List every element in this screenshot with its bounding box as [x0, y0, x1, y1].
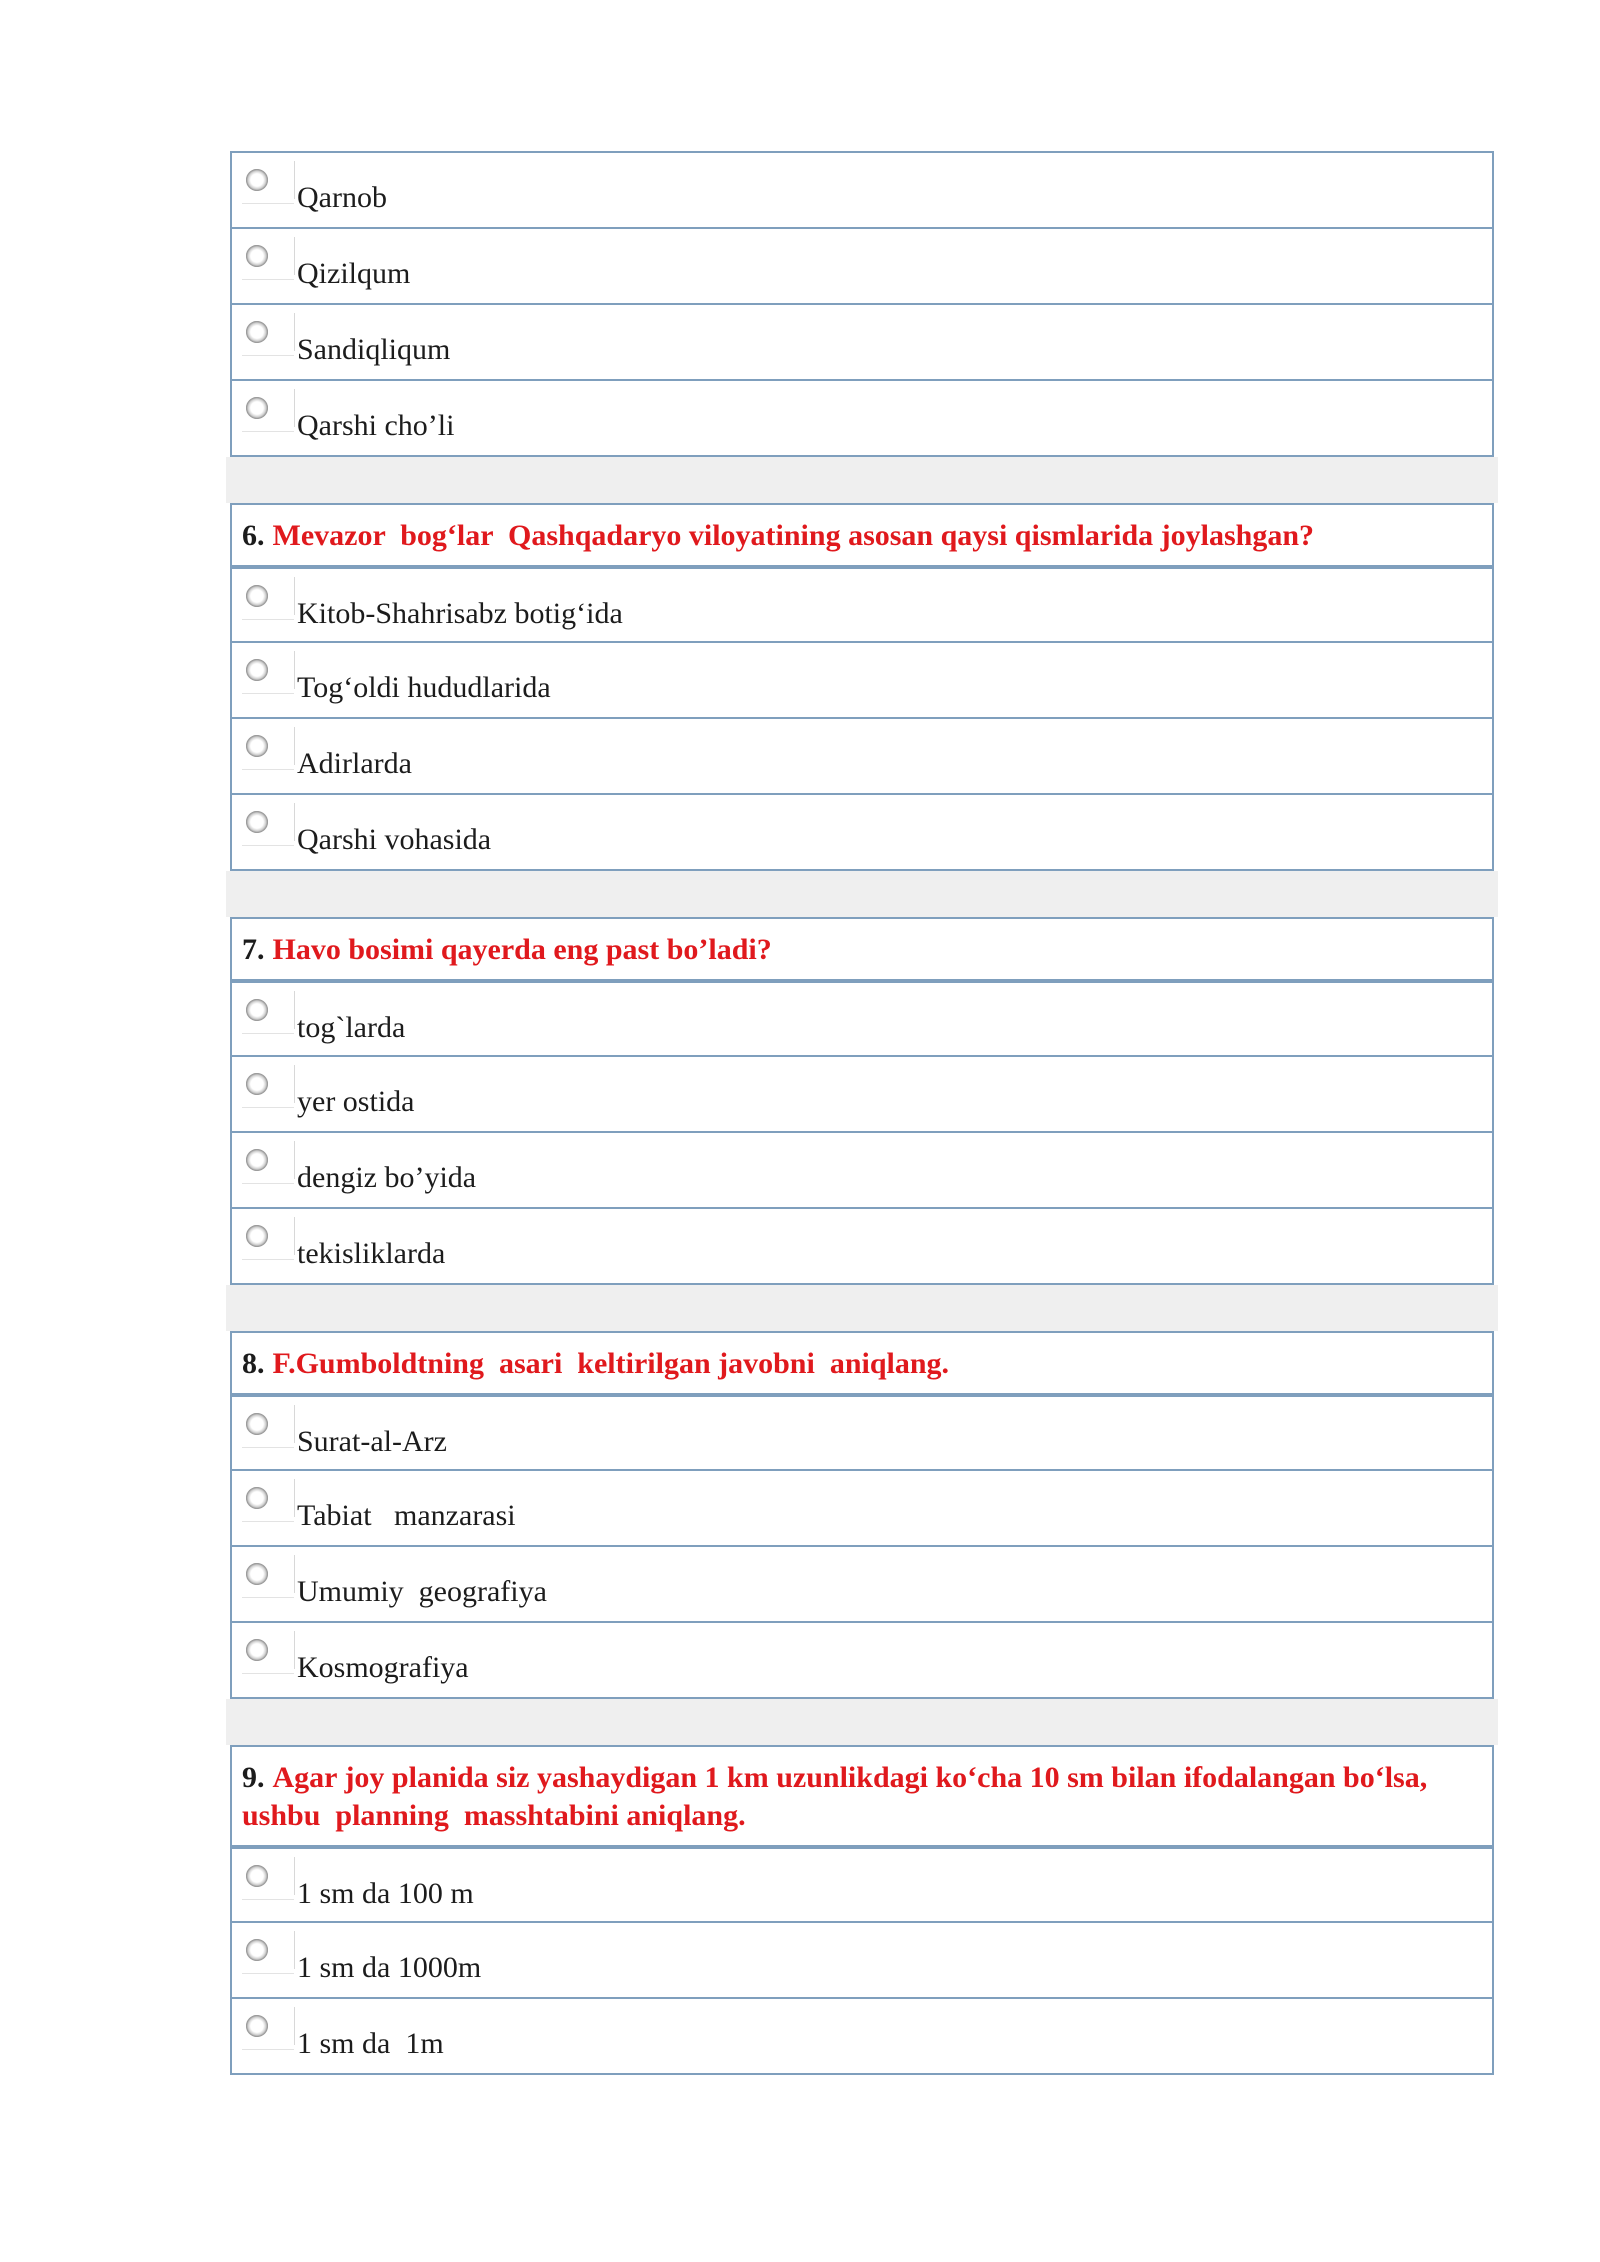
- quiz-list: [230, 151, 1494, 2075]
- option-row[interactable]: [232, 303, 1492, 379]
- radio-button[interactable]: [246, 811, 268, 833]
- question-number: 7.: [242, 933, 265, 966]
- option-label: Qarshi cho’li: [297, 409, 455, 442]
- option-label: Qizilqum: [297, 257, 411, 290]
- radio-button[interactable]: [246, 1639, 268, 1661]
- radio-button[interactable]: [246, 245, 268, 267]
- question-text: Havo bosimi qayerda eng past bo’ladi?: [272, 933, 772, 966]
- option-row[interactable]: [232, 1997, 1492, 2073]
- option-row[interactable]: [232, 1131, 1492, 1207]
- option-row[interactable]: [232, 1921, 1492, 1997]
- divider: [242, 1597, 294, 1598]
- divider: [242, 1973, 294, 1974]
- option-row[interactable]: [232, 567, 1492, 641]
- divider: [294, 389, 295, 427]
- option-label: dengiz bo’yida: [297, 1161, 477, 1194]
- divider: [242, 1447, 294, 1448]
- question-text: F.Gumboldtning asari keltirilgan javobni aniqlang.: [272, 1347, 950, 1380]
- option-label: Tog‘oldi hududlarida: [297, 671, 551, 704]
- divider: [242, 769, 294, 770]
- divider: [242, 1033, 294, 1034]
- radio-button[interactable]: [246, 585, 268, 607]
- divider: [242, 845, 294, 846]
- divider: [294, 1857, 295, 1895]
- divider: [242, 279, 294, 280]
- divider: [294, 2007, 295, 2045]
- question-7-block: [230, 917, 1494, 1285]
- divider: [242, 1899, 294, 1900]
- option-label: Kosmografiya: [297, 1651, 469, 1684]
- divider: [294, 651, 295, 689]
- radio-button[interactable]: [246, 1563, 268, 1585]
- option-label: Kitob-Shahrisabz botig‘ida: [297, 597, 623, 630]
- option-label: Sandiqliqum: [297, 333, 451, 366]
- question-8-block: [230, 1331, 1494, 1699]
- radio-button[interactable]: [246, 999, 268, 1021]
- option-row[interactable]: [232, 1207, 1492, 1283]
- divider: [294, 237, 295, 275]
- radio-button[interactable]: [246, 1413, 268, 1435]
- option-label: tog`larda: [297, 1011, 406, 1044]
- option-row[interactable]: [232, 717, 1492, 793]
- option-row[interactable]: [232, 641, 1492, 717]
- divider: [294, 577, 295, 615]
- divider: [294, 1555, 295, 1593]
- divider: [294, 727, 295, 765]
- radio-button[interactable]: [246, 1487, 268, 1509]
- divider: [294, 1141, 295, 1179]
- divider: [242, 619, 294, 620]
- option-label: 1 sm da 1000m: [297, 1951, 482, 1984]
- radio-button[interactable]: [246, 321, 268, 343]
- option-label: Qarshi vohasida: [297, 823, 492, 856]
- option-row[interactable]: [232, 227, 1492, 303]
- question-5-block: [230, 151, 1494, 457]
- divider: [294, 1405, 295, 1443]
- question-header: [232, 919, 1492, 981]
- radio-button[interactable]: [246, 1149, 268, 1171]
- question-text: Agar joy planida siz yashaydigan 1 km uzunlikdagi ko‘cha 10 sm bilan ifodalangan bo‘lsa, ushbu planning masshtabini aniqlang.: [242, 1761, 1435, 1832]
- divider: [242, 1673, 294, 1674]
- option-label: Qarnob: [297, 181, 387, 214]
- option-label: yer ostida: [297, 1085, 415, 1118]
- radio-button[interactable]: [246, 1865, 268, 1887]
- divider: [294, 1631, 295, 1669]
- option-row[interactable]: [232, 1621, 1492, 1697]
- divider: [294, 803, 295, 841]
- option-row[interactable]: [232, 153, 1492, 227]
- divider: [242, 355, 294, 356]
- divider: [242, 693, 294, 694]
- radio-button[interactable]: [246, 2015, 268, 2037]
- radio-button[interactable]: [246, 1939, 268, 1961]
- divider: [294, 313, 295, 351]
- divider: [242, 1521, 294, 1522]
- option-label: 1 sm da 1m: [297, 2027, 444, 2060]
- option-row[interactable]: [232, 1395, 1492, 1469]
- option-row[interactable]: [232, 793, 1492, 869]
- option-label: Surat-al-Arz: [297, 1425, 447, 1458]
- divider: [294, 1479, 295, 1517]
- divider: [294, 1065, 295, 1103]
- divider: [242, 1259, 294, 1260]
- radio-button[interactable]: [246, 1225, 268, 1247]
- question-header: [232, 1333, 1492, 1395]
- option-label: Tabiat manzarasi: [297, 1499, 516, 1532]
- divider: [242, 203, 294, 204]
- question-separator: [226, 871, 1498, 917]
- divider: [294, 991, 295, 1029]
- option-row[interactable]: [232, 1055, 1492, 1131]
- question-separator: [226, 1699, 1498, 1745]
- option-row[interactable]: [232, 1545, 1492, 1621]
- divider: [294, 1217, 295, 1255]
- question-text: Mevazor bog‘lar Qashqadaryo viloyatining asosan qaysi qismlarida joylashgan?: [272, 519, 1315, 552]
- option-label: tekisliklarda: [297, 1237, 446, 1270]
- radio-button[interactable]: [246, 1073, 268, 1095]
- question-separator: [226, 457, 1498, 503]
- option-label: Adirlarda: [297, 747, 412, 780]
- option-row[interactable]: [232, 1847, 1492, 1921]
- divider: [242, 1107, 294, 1108]
- question-number: 6.: [242, 519, 265, 552]
- question-separator: [226, 1285, 1498, 1331]
- question-number: 9.: [242, 1761, 265, 1794]
- divider: [242, 1183, 294, 1184]
- question-header: [232, 1747, 1492, 1847]
- option-label: Umumiy geografiya: [297, 1575, 547, 1608]
- option-row[interactable]: [232, 981, 1492, 1055]
- option-row[interactable]: [232, 379, 1492, 455]
- radio-button[interactable]: [246, 659, 268, 681]
- option-label: 1 sm da 100 m: [297, 1877, 474, 1910]
- question-header: [232, 505, 1492, 567]
- divider: [242, 431, 294, 432]
- option-row[interactable]: [232, 1469, 1492, 1545]
- question-9-block: [230, 1745, 1494, 2075]
- question-6-block: [230, 503, 1494, 871]
- radio-button[interactable]: [246, 735, 268, 757]
- divider: [294, 161, 295, 199]
- divider: [242, 2049, 294, 2050]
- divider: [294, 1931, 295, 1969]
- radio-button[interactable]: [246, 397, 268, 419]
- radio-button[interactable]: [246, 169, 268, 191]
- question-number: 8.: [242, 1347, 265, 1380]
